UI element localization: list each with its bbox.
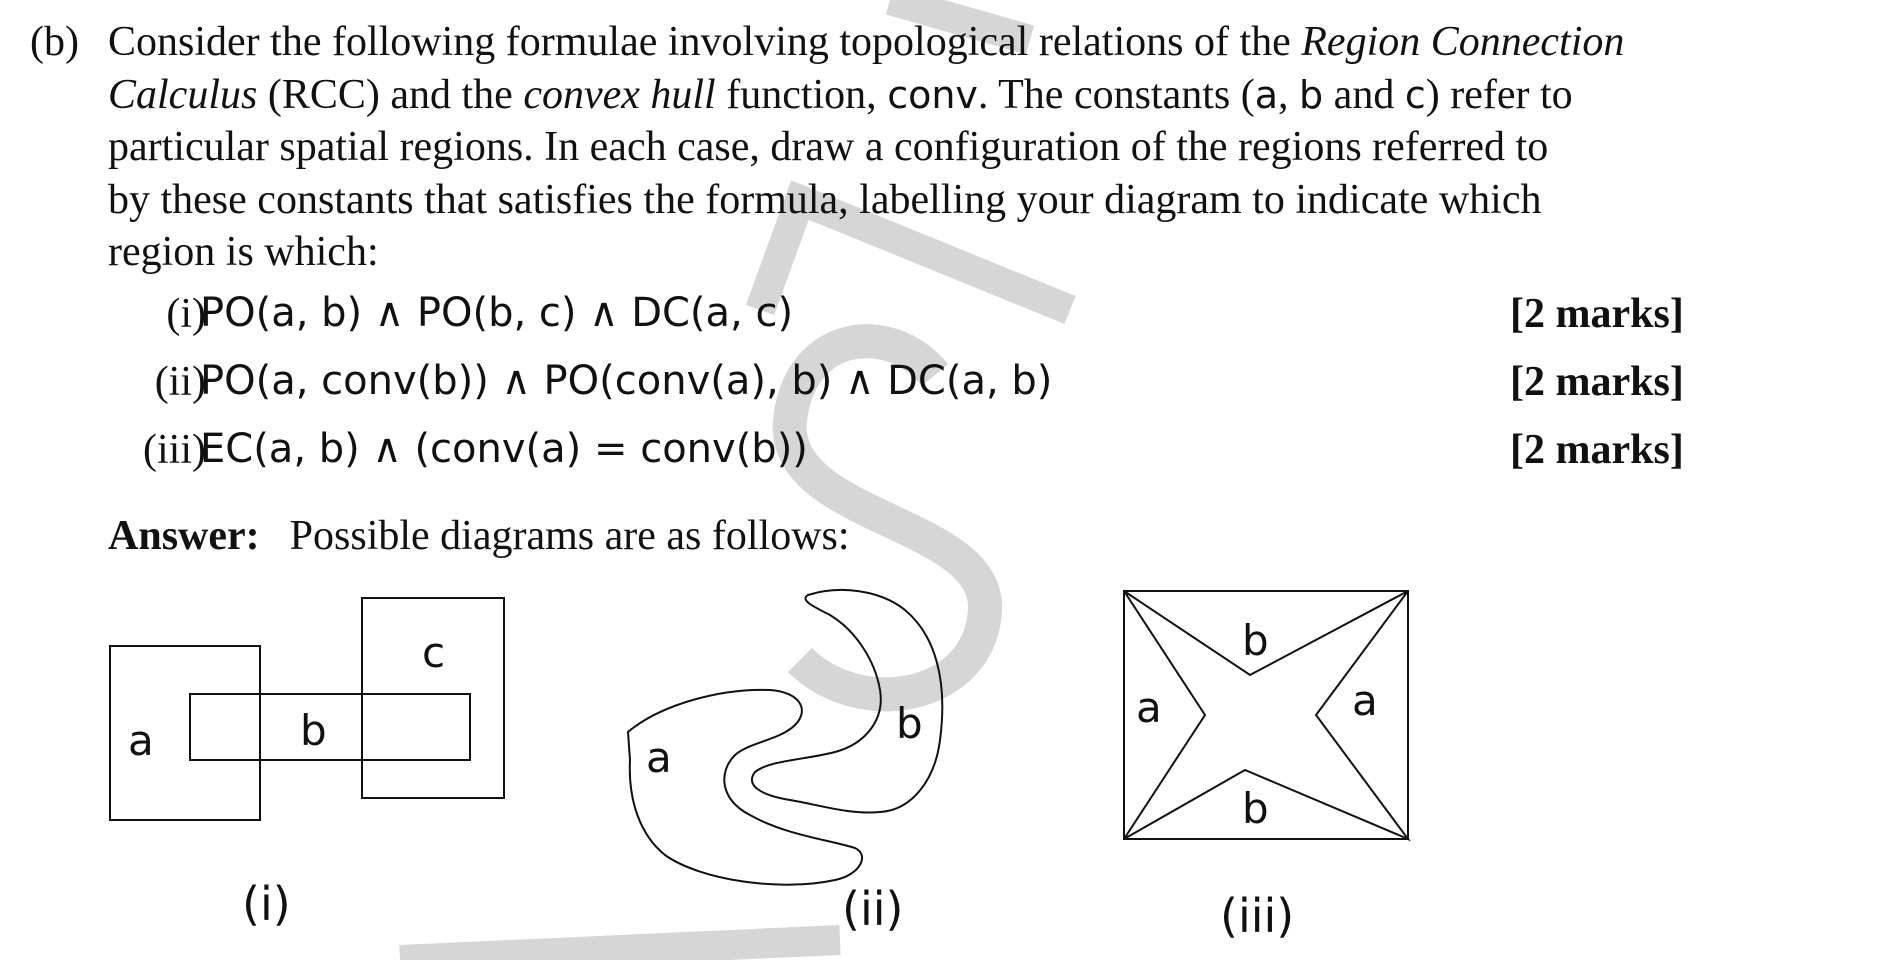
text-segment: Calculus [108, 71, 258, 118]
part-i [0, 290, 1896, 350]
text-segment: (RCC) and the [257, 71, 524, 118]
text-segment: conv [887, 72, 978, 117]
text-segment: convex hull [523, 71, 716, 118]
text-segment: b [1299, 72, 1324, 117]
label-b: b [300, 706, 327, 755]
question-line [108, 174, 1708, 227]
text-segment: ) refer to [1425, 71, 1573, 118]
answer-label: Answer: [108, 513, 260, 559]
text-segment: particular spatial regions. In each case, draw a configuration of the regions referred to [108, 124, 1549, 170]
text-segment: , [1278, 71, 1300, 118]
question-label: (b) [30, 19, 79, 65]
question-line [108, 226, 1708, 279]
text-segment: . The constants ( [977, 71, 1255, 118]
part-number: (ii) [154, 359, 206, 405]
question-line [108, 121, 1708, 174]
diagrams [0, 580, 1896, 960]
region-b [190, 694, 470, 760]
part-ii [0, 358, 1896, 418]
label-a: a [1352, 676, 1378, 725]
marks: [2 marks] [1510, 359, 1684, 405]
answer [108, 512, 850, 560]
label-a: a [646, 733, 672, 782]
formula: PO(a, b) ∧ PO(b, c) ∧ DC(a, c) [200, 290, 794, 336]
marks: [2 marks] [1510, 427, 1684, 473]
text-segment: and [1323, 71, 1405, 118]
text-segment: Consider the following formulae involving topological relations of the [108, 19, 1302, 65]
text-segment: by these constants that satisfies the formula, labelling your diagram to indicate which [108, 176, 1542, 223]
answer-text: Possible diagrams are as follows: [289, 513, 850, 559]
label-b: b [1242, 616, 1269, 665]
region-a [628, 690, 862, 885]
question-line [108, 69, 1708, 122]
label-a: a [128, 716, 154, 765]
text-segment: a [1254, 72, 1279, 117]
label-b: b [1242, 784, 1269, 833]
caption: (i) [242, 877, 291, 931]
label-b: b [896, 699, 923, 748]
label-c: c [422, 628, 446, 677]
text-segment: c [1404, 72, 1426, 117]
text-segment: Region Connection [1301, 19, 1625, 65]
part-number: (i) [166, 291, 206, 337]
marks: [2 marks] [1510, 291, 1684, 337]
caption: (ii) [842, 882, 904, 936]
part-iii [0, 426, 1896, 486]
formula: PO(a, conv(b)) ∧ PO(conv(a), b) ∧ DC(a, b) [200, 358, 1053, 404]
text-segment: region is which: [108, 229, 379, 275]
label-a: a [1136, 683, 1162, 732]
formula: EC(a, b) ∧ (conv(a) = conv(b)) [200, 426, 808, 472]
part-number: (iii) [143, 427, 206, 473]
question-text [108, 16, 1708, 279]
text-segment: function, [715, 71, 888, 118]
question-line [108, 16, 1708, 69]
caption: (iii) [1220, 889, 1295, 943]
